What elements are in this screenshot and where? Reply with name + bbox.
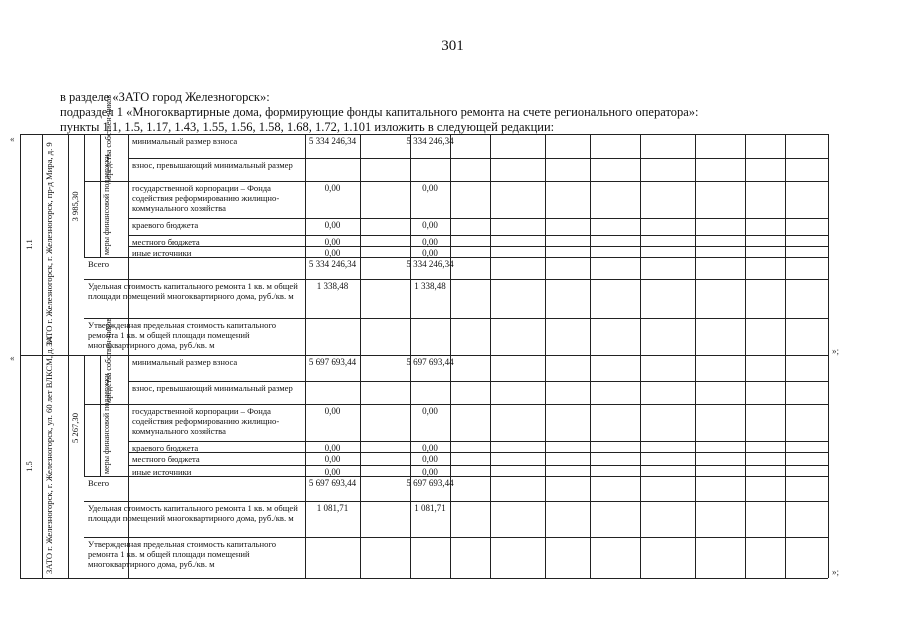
- group-line2-1: [100, 355, 101, 476]
- col-line-14: [695, 134, 696, 578]
- row-label-0-over_min: взнос, превышающий минимальный размер: [132, 160, 293, 170]
- row-label-1-total: Всего: [88, 478, 110, 488]
- row-line-1-0: [128, 381, 828, 382]
- support-group-label-0: меры финансовой поддержки: [102, 154, 111, 255]
- row-label-1-other: иные источники: [132, 467, 192, 477]
- row-value-col1-1-min_fee: 5 697 693,44: [308, 357, 357, 367]
- row-value-col1-1-regional: 0,00: [324, 443, 341, 453]
- row-line-0-7: [84, 318, 828, 319]
- row-line-0-6: [84, 279, 828, 280]
- block-1-top-border: [20, 355, 828, 356]
- col-line-7: [360, 134, 361, 578]
- block-address-1: ЗАТО г. Железногорск, г. Железногорск, ул. 60 лет ВЛКСМ, д. 34: [44, 336, 54, 574]
- row-label-0-regional: краевого бюджета: [132, 220, 199, 230]
- col-line-0: [20, 134, 21, 578]
- row-value-col2-1-regional: 0,00: [422, 443, 438, 453]
- col-line-17: [828, 134, 829, 578]
- row-line-0-3: [128, 235, 828, 236]
- group-line-0: [84, 134, 85, 257]
- open-quote-mark-2: «: [10, 353, 15, 363]
- row-value-col1-0-min_fee: 5 334 246,34: [308, 136, 357, 146]
- row-value-col2-1-other: 0,00: [422, 467, 438, 477]
- row-value-col1-1-unit_cost: 1 081,71: [316, 503, 349, 513]
- row-line-1-1: [128, 404, 828, 405]
- intro-line-1: в разделе «ЗАТО город Железногорск»:: [60, 90, 270, 104]
- block-area-0: 3 985,30: [70, 191, 80, 222]
- col-line-2: [68, 134, 69, 578]
- group-line-1: [84, 355, 85, 476]
- row-value-col2-0-corp: 0,00: [422, 183, 438, 193]
- owners-group-label-1: средства собствен-ников: [104, 317, 113, 402]
- row-value-col2-1-corp: 0,00: [422, 406, 438, 416]
- col-line-10: [490, 134, 491, 578]
- row-label-0-other: иные источники: [132, 248, 192, 258]
- row-value-col1-0-local: 0,00: [324, 237, 341, 247]
- row-value-col1-0-regional: 0,00: [324, 220, 341, 230]
- row-value-col2-1-min_fee: 5 697 693,44: [406, 357, 454, 367]
- group-line2-0: [100, 134, 101, 257]
- row-label-0-limit_cost: Утвержденная предельная стоимость капитального ремонта 1 кв. м общей площади помещений многоквартирного дома, руб./кв. м: [88, 320, 277, 350]
- col-line-12: [590, 134, 591, 578]
- col-line-13: [640, 134, 641, 578]
- row-value-col2-1-local: 0,00: [422, 454, 438, 464]
- row-label-0-local: местного бюджета: [132, 237, 200, 247]
- support-group-label-1: меры финансовой поддержки: [102, 373, 111, 474]
- close-quote-mark-1: »;: [832, 346, 840, 356]
- col-line-16: [785, 134, 786, 578]
- row-value-col2-0-local: 0,00: [422, 237, 438, 247]
- row-label-1-regional: краевого бюджета: [132, 443, 199, 453]
- row-label-1-corp: государственной корпорации – Фонда содействия реформированию жилищно-коммунального хозяйства: [132, 406, 280, 436]
- row-line-0-1: [128, 181, 828, 182]
- row-line-1-2: [128, 441, 828, 442]
- row-line-0-2: [128, 218, 828, 219]
- row-value-col1-1-local: 0,00: [324, 454, 341, 464]
- col-line-1: [42, 134, 43, 578]
- row-value-col2-0-regional: 0,00: [422, 220, 438, 230]
- block-number-1: 1.5: [24, 461, 34, 472]
- row-label-0-corp: государственной корпорации – Фонда содействия реформированию жилищно-коммунального хозяйства: [132, 183, 280, 213]
- row-value-col2-0-unit_cost: 1 338,48: [414, 281, 446, 291]
- close-quote-mark-2: »;: [832, 567, 840, 577]
- row-line-1-4: [128, 465, 828, 466]
- row-label-1-local: местного бюджета: [132, 454, 200, 464]
- col-line-15: [745, 134, 746, 578]
- intro-line-2: подраздел 1 «Многоквартирные дома, формирующие фонды капитального ремонта на счете регионального оператора»:: [60, 105, 699, 119]
- row-label-1-min_fee: минимальный размер взноса: [132, 357, 238, 367]
- group-sep2-0: [84, 257, 128, 258]
- row-label-0-total: Всего: [88, 259, 110, 269]
- row-value-col2-0-min_fee: 5 334 246,34: [406, 136, 454, 146]
- row-label-1-over_min: взнос, превышающий минимальный размер: [132, 383, 293, 393]
- block-0-top-border: [20, 134, 828, 135]
- row-value-col2-0-other: 0,00: [422, 248, 438, 258]
- row-line-0-0: [128, 158, 828, 159]
- row-value-col1-0-other: 0,00: [324, 248, 341, 258]
- col-line-11: [545, 134, 546, 578]
- row-label-0-unit_cost: Удельная стоимость капитального ремонта 1 кв. м общей площади помещений многоквартирного дома, руб./кв. м: [88, 281, 298, 301]
- row-value-col1-1-total: 5 697 693,44: [308, 478, 357, 488]
- block-address-0: ЗАТО г. Железногорск, г. Железногорск, пр-д Мира, д. 9: [44, 142, 54, 347]
- page-number: 301: [441, 38, 464, 54]
- col-line-6: [305, 134, 306, 578]
- row-value-col1-0-total: 5 334 246,34: [308, 259, 357, 269]
- row-value-col1-1-corp: 0,00: [324, 406, 341, 416]
- intro-line-3: пункты 1.1, 1.5, 1.17, 1.43, 1.55, 1.56, 1.58, 1.68, 1.72, 1.101 изложить в следующей редакции:: [60, 120, 555, 134]
- row-label-1-limit_cost: Утвержденная предельная стоимость капитального ремонта 1 кв. м общей площади помещений многоквартирного дома, руб./кв. м: [88, 539, 277, 569]
- row-label-0-min_fee: минимальный размер взноса: [132, 136, 238, 146]
- open-quote-mark-1: «: [10, 134, 15, 144]
- row-value-col1-0-corp: 0,00: [324, 183, 341, 193]
- row-value-col2-1-total: 5 697 693,44: [406, 478, 454, 488]
- row-value-col2-1-unit_cost: 1 081,71: [414, 503, 446, 513]
- group-sep2-1: [84, 476, 128, 477]
- table-bottom-border: [20, 578, 828, 579]
- row-line-1-7: [84, 537, 828, 538]
- row-value-col1-0-unit_cost: 1 338,48: [316, 281, 349, 291]
- row-line-1-6: [84, 501, 828, 502]
- row-label-1-unit_cost: Удельная стоимость капитального ремонта 1 кв. м общей площади помещений многоквартирного дома, руб./кв. м: [88, 503, 298, 523]
- owners-group-label-0: средства собствен-ников: [104, 94, 113, 179]
- block-area-1: 5 267,30: [70, 412, 80, 444]
- row-value-col2-0-total: 5 334 246,34: [406, 259, 454, 269]
- block-number-0: 1.1: [24, 239, 34, 250]
- row-value-col1-1-other: 0,00: [324, 467, 341, 477]
